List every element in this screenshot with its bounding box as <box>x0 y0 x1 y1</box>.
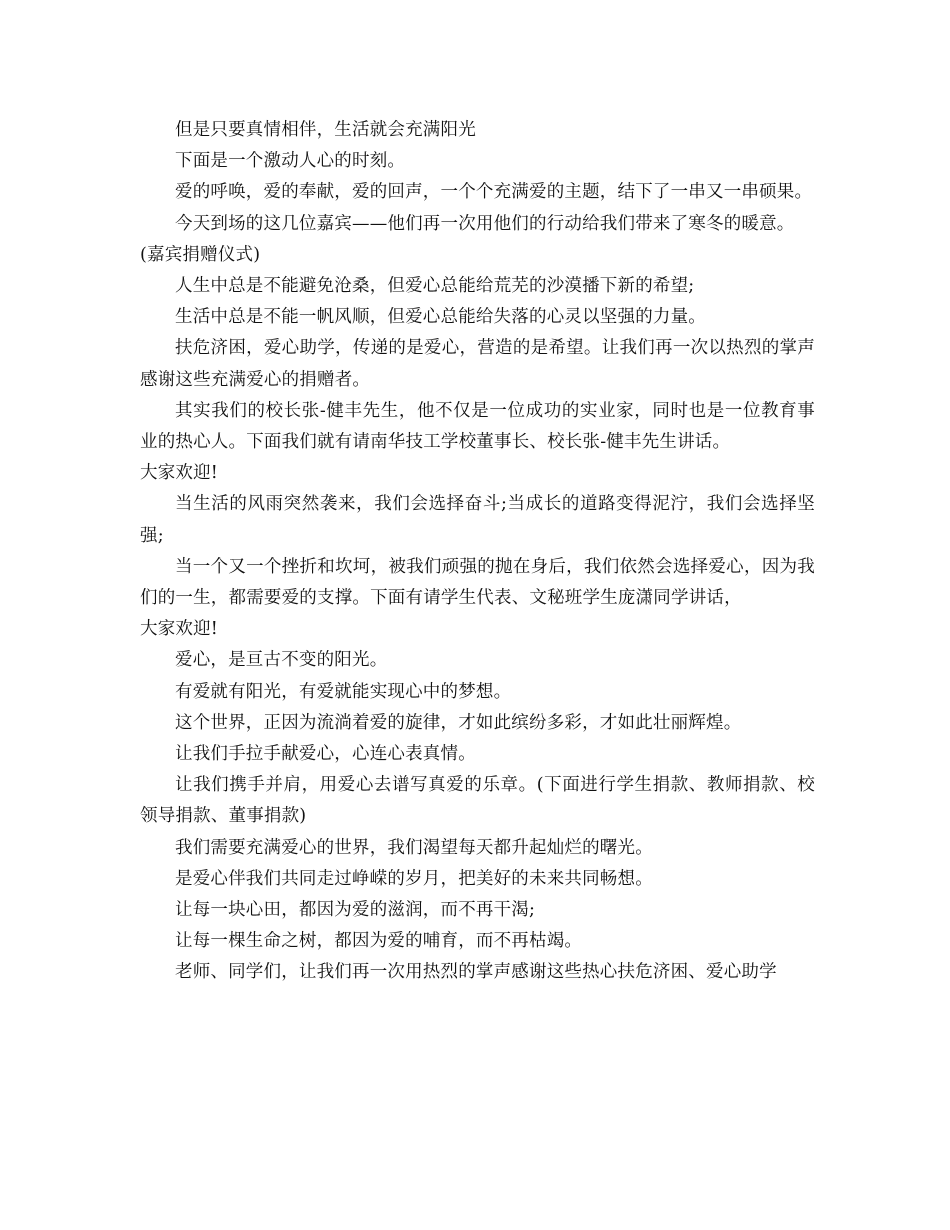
paragraph: 让每一块心田，都因为爱的滋润，而不再干渴; <box>175 900 536 921</box>
paragraph: 当生活的风雨突然袭来，我们会选择奋斗;当成长的道路变得泥泞，我们会选择坚强; <box>140 494 815 546</box>
document-body <box>140 115 815 989</box>
paragraph: 下面是一个激动人心的时刻。 <box>175 151 406 172</box>
paragraph: 让每一棵生命之树，都因为爱的哺育，而不再枯竭。 <box>175 931 583 952</box>
paragraph: 扶危济困，爱心助学，传递的是爱心，营造的是希望。让我们再一次以热烈的掌声感谢这些充满爱心的捐赠者。 <box>140 338 815 390</box>
paragraph: 我们需要充满爱心的世界，我们渴望每天都升起灿烂的曙光。 <box>175 837 653 858</box>
paragraph: 人生中总是不能避免沧桑，但爱心总能给荒芜的沙漠播下新的希望; <box>175 276 695 297</box>
paragraph: 但是只要真情相伴，生活就会充满阳光 <box>175 120 476 140</box>
paragraph: 生活中总是不能一帆风顺，但爱心总能给失落的心灵以坚强的力量。 <box>175 307 706 328</box>
paragraph: 有爱就有阳光，有爱就能实现心中的梦想。 <box>175 681 512 702</box>
paragraph: 爱的呼唤，爱的奉献，爱的回声，一个个充满爱的主题，结下了一串又一串硕果。 <box>175 182 813 203</box>
paragraph: 老师、同学们，让我们再一次用热烈的掌声感谢这些热心扶危济困、爱心助学 <box>175 962 777 983</box>
paragraph: 今天到场的这几位嘉宾——他们再一次用他们的行动给我们带来了寒冬的暖意。 <box>175 213 795 234</box>
paragraph: 让我们手拉手献爱心，心连心表真情。 <box>175 744 476 765</box>
paragraph: 当一个又一个挫折和坎坷，被我们顽强的抛在身后，我们依然会选择爱心，因为我们的一生，都需要爱的支撑。下面有请学生代表、文秘班学生庞潇同学讲话， <box>140 556 815 609</box>
paragraph: (嘉宾捐赠仪式) <box>140 244 261 265</box>
paragraph: 是爱心伴我们共同走过峥嵘的岁月，把美好的未来共同畅想。 <box>175 868 653 889</box>
paragraph: 这个世界，正因为流淌着爱的旋律，才如此缤纷多彩，才如此壮丽辉煌。 <box>175 712 742 733</box>
paragraph: 大家欢迎! <box>140 619 219 640</box>
paragraph: 其实我们的校长张-健丰先生，他不仅是一位成功的实业家，同时也是一位教育事业的热心人。下面我们就有请南华技工学校董事长、校长张-健丰先生讲话。 <box>140 400 815 453</box>
paragraph: 大家欢迎! <box>140 463 219 484</box>
paragraph: 让我们携手并肩，用爱心去谱写真爱的乐章。(下面进行学生捐款、教师捐款、校领导捐款、董事捐款) <box>140 775 815 827</box>
paragraph: 爱心，是亘古不变的阳光。 <box>175 650 388 671</box>
